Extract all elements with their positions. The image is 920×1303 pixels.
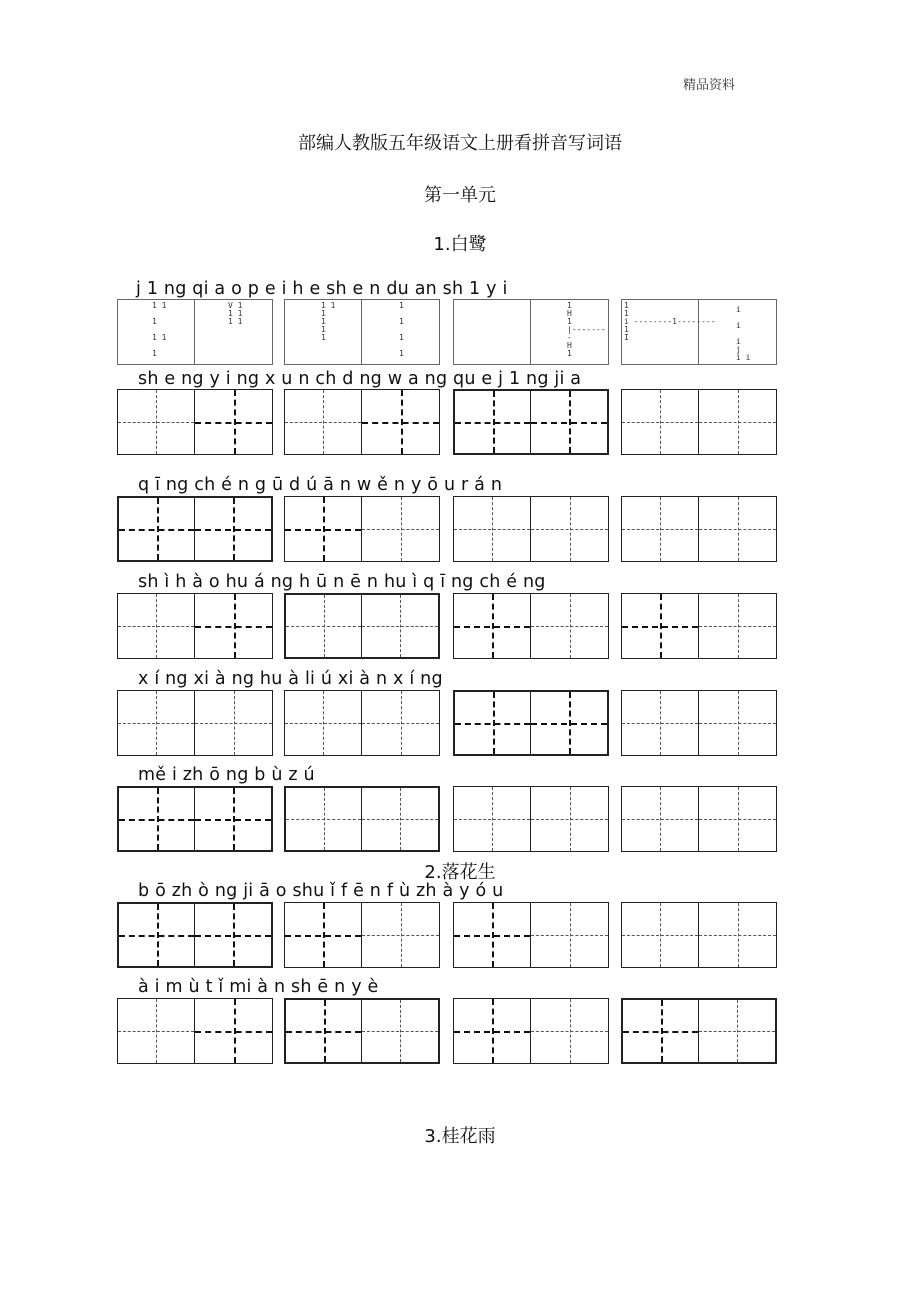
vertical-guide-line bbox=[401, 497, 402, 561]
writing-box-pair bbox=[117, 389, 273, 455]
writing-box-pair bbox=[284, 690, 440, 756]
writing-box-pair bbox=[453, 593, 609, 659]
writing-box-pair bbox=[284, 593, 440, 659]
scan-noise: 1 1 i --------1-------- 1 I bbox=[624, 301, 716, 342]
vertical-guide-line bbox=[324, 788, 325, 850]
writing-cell bbox=[622, 691, 699, 755]
vertical-guide-line bbox=[737, 1000, 738, 1062]
writing-cell bbox=[531, 692, 607, 754]
scan-noise: V 1 1 1 1 1 bbox=[228, 301, 243, 326]
writing-box-pair bbox=[453, 690, 609, 756]
writing-cell bbox=[118, 594, 195, 658]
writing-box-pair bbox=[453, 496, 609, 562]
writing-cell bbox=[699, 390, 776, 454]
writing-cell bbox=[622, 390, 699, 454]
writing-box-pair bbox=[117, 690, 273, 756]
writing-cell bbox=[195, 999, 272, 1063]
vertical-guide-line bbox=[156, 691, 157, 755]
vertical-guide-line bbox=[323, 903, 325, 967]
writing-cell bbox=[195, 594, 272, 658]
writing-cell bbox=[362, 497, 439, 561]
writing-cell bbox=[119, 498, 195, 560]
writing-cell bbox=[119, 904, 195, 966]
scan-noise: 1 1 1 1 bbox=[399, 301, 404, 358]
writing-cell bbox=[622, 787, 699, 851]
writing-box-pair bbox=[117, 902, 273, 968]
writing-cell bbox=[285, 390, 362, 454]
writing-box-pair bbox=[117, 496, 273, 562]
writing-box-pair bbox=[621, 690, 777, 756]
vertical-guide-line bbox=[234, 594, 236, 658]
vertical-guide-line bbox=[660, 903, 661, 967]
vertical-guide-line bbox=[492, 787, 493, 851]
writing-cell bbox=[362, 691, 439, 755]
writing-box-pair bbox=[453, 299, 609, 365]
writing-cell bbox=[362, 595, 438, 657]
writing-cell bbox=[455, 391, 531, 453]
writing-cell bbox=[286, 788, 362, 850]
writing-box-pair bbox=[621, 998, 777, 1064]
vertical-guide-line bbox=[570, 594, 571, 658]
writing-cell bbox=[531, 903, 608, 967]
writing-box-pair bbox=[284, 496, 440, 562]
writing-box-pair bbox=[284, 998, 440, 1064]
writing-cell bbox=[622, 903, 699, 967]
writing-box-pair bbox=[117, 593, 273, 659]
writing-cell bbox=[531, 999, 608, 1063]
vertical-guide-line bbox=[493, 391, 495, 453]
vertical-guide-line bbox=[401, 691, 402, 755]
vertical-guide-line bbox=[492, 999, 494, 1063]
writing-cell bbox=[195, 390, 272, 454]
writing-cell bbox=[531, 497, 608, 561]
vertical-guide-line bbox=[570, 999, 571, 1063]
writing-box-pair bbox=[453, 389, 609, 455]
writing-cell bbox=[454, 497, 531, 561]
vertical-guide-line bbox=[400, 788, 401, 850]
vertical-guide-line bbox=[738, 497, 739, 561]
vertical-guide-line bbox=[400, 1000, 401, 1062]
vertical-guide-line bbox=[157, 904, 159, 966]
lesson-title-3: 3.桂花雨 bbox=[424, 1126, 496, 1147]
writing-box-pair bbox=[453, 786, 609, 852]
vertical-guide-line bbox=[660, 497, 661, 561]
writing-cell bbox=[195, 691, 272, 755]
vertical-guide-line bbox=[401, 903, 402, 967]
writing-box-pair bbox=[621, 389, 777, 455]
vertical-guide-line bbox=[157, 498, 159, 560]
scan-noise: 1 1 1 1 1 1 bbox=[152, 301, 167, 358]
writing-cell bbox=[454, 903, 531, 967]
vertical-guide-line bbox=[401, 390, 403, 454]
vertical-guide-line bbox=[324, 1000, 326, 1062]
pinyin-row: x í ng xi à ng hu à li ú xi à n x í ng bbox=[138, 669, 443, 689]
vertical-guide-line bbox=[234, 691, 235, 755]
vertical-guide-line bbox=[738, 390, 739, 454]
writing-cell bbox=[531, 787, 608, 851]
writing-cell bbox=[118, 999, 195, 1063]
writing-cell bbox=[699, 594, 776, 658]
vertical-guide-line bbox=[156, 390, 157, 454]
writing-box-pair bbox=[621, 496, 777, 562]
writing-box-pair bbox=[621, 902, 777, 968]
vertical-guide-line bbox=[324, 595, 325, 657]
writing-box-pair bbox=[284, 299, 440, 365]
writing-cell bbox=[118, 691, 195, 755]
unit-heading: 第一单元 bbox=[424, 185, 496, 206]
writing-cell bbox=[119, 788, 195, 850]
writing-box-pair bbox=[621, 593, 777, 659]
writing-cell bbox=[699, 1000, 775, 1062]
vertical-guide-line bbox=[661, 1000, 663, 1062]
vertical-guide-line bbox=[234, 390, 236, 454]
vertical-guide-line bbox=[492, 594, 494, 658]
writing-cell bbox=[623, 1000, 699, 1062]
writing-cell bbox=[454, 787, 531, 851]
vertical-guide-line bbox=[323, 497, 325, 561]
writing-cell bbox=[285, 691, 362, 755]
writing-box-pair bbox=[453, 998, 609, 1064]
scan-noise: i i i j i i bbox=[736, 305, 751, 362]
writing-box-pair bbox=[284, 389, 440, 455]
writing-cell bbox=[286, 1000, 362, 1062]
vertical-guide-line bbox=[233, 904, 235, 966]
writing-cell bbox=[699, 691, 776, 755]
scan-noise: 1 1 1 1 1 1 bbox=[321, 301, 336, 342]
writing-cell bbox=[195, 788, 271, 850]
vertical-guide-line bbox=[156, 999, 157, 1063]
watermark-text: 精品资料 bbox=[683, 78, 736, 93]
vertical-guide-line bbox=[233, 788, 235, 850]
vertical-guide-line bbox=[493, 692, 495, 754]
vertical-guide-line bbox=[570, 903, 571, 967]
writing-cell bbox=[454, 300, 531, 364]
writing-box-pair bbox=[117, 299, 273, 365]
vertical-guide-line bbox=[569, 391, 571, 453]
vertical-guide-line bbox=[660, 390, 661, 454]
writing-cell bbox=[195, 904, 271, 966]
vertical-guide-line bbox=[569, 692, 571, 754]
pinyin-row: sh ì h à o hu á ng h ū n ē n hu ì q ī ng ch é ng bbox=[138, 572, 546, 592]
writing-cell bbox=[118, 390, 195, 454]
pinyin-row: b ō zh ò ng ji ā o shu ǐ f ē n f ù zh à y ó u bbox=[138, 881, 504, 901]
writing-cell bbox=[454, 999, 531, 1063]
document-title: 部编人教版五年级语文上册看拼音写词语 bbox=[298, 133, 622, 154]
vertical-guide-line bbox=[660, 691, 661, 755]
writing-box-pair bbox=[453, 902, 609, 968]
writing-cell bbox=[531, 391, 607, 453]
writing-box-pair bbox=[284, 786, 440, 852]
pinyin-row: à i m ù t ǐ mi à n sh ē n y è bbox=[138, 977, 379, 997]
writing-cell bbox=[699, 787, 776, 851]
lesson-title-2: 2.落花生 bbox=[424, 862, 496, 883]
vertical-guide-line bbox=[660, 594, 662, 658]
vertical-guide-line bbox=[738, 594, 739, 658]
vertical-guide-line bbox=[233, 498, 235, 560]
writing-cell bbox=[622, 594, 699, 658]
vertical-guide-line bbox=[492, 497, 493, 561]
writing-cell bbox=[362, 788, 438, 850]
writing-box-pair bbox=[117, 786, 273, 852]
writing-cell bbox=[285, 497, 362, 561]
writing-cell bbox=[362, 390, 439, 454]
pinyin-row: mě i zh ō ng b ù z ú bbox=[138, 765, 315, 785]
writing-cell bbox=[285, 903, 362, 967]
writing-box-pair bbox=[621, 299, 777, 365]
writing-cell bbox=[286, 595, 362, 657]
vertical-guide-line bbox=[323, 691, 324, 755]
vertical-guide-line bbox=[738, 787, 739, 851]
vertical-guide-line bbox=[156, 594, 157, 658]
writing-box-pair bbox=[117, 998, 273, 1064]
pinyin-row: j 1 ng qi a o p e i h e sh e n du an sh 1 y i bbox=[136, 279, 508, 299]
vertical-guide-line bbox=[570, 497, 571, 561]
vertical-guide-line bbox=[660, 787, 661, 851]
writing-cell bbox=[362, 903, 439, 967]
lesson-title-1: 1.白鹭 bbox=[433, 234, 487, 255]
writing-cell bbox=[531, 594, 608, 658]
writing-box-pair bbox=[284, 902, 440, 968]
vertical-guide-line bbox=[570, 787, 571, 851]
vertical-guide-line bbox=[234, 999, 236, 1063]
writing-cell bbox=[699, 497, 776, 561]
writing-box-pair bbox=[621, 786, 777, 852]
vertical-guide-line bbox=[400, 595, 401, 657]
pinyin-row: sh e ng y i ng x u n ch d ng w a ng qu e j 1 ng ji a bbox=[138, 369, 582, 389]
vertical-guide-line bbox=[323, 390, 324, 454]
writing-cell bbox=[454, 594, 531, 658]
writing-cell bbox=[362, 1000, 438, 1062]
vertical-guide-line bbox=[738, 903, 739, 967]
vertical-guide-line bbox=[492, 903, 494, 967]
scan-noise: 1 H 1 |-------- H 1 bbox=[567, 301, 606, 358]
writing-cell bbox=[195, 498, 271, 560]
pinyin-row: q ī ng ch é n g ū d ú ā n w ě n y ō u r á n bbox=[138, 475, 503, 495]
vertical-guide-line bbox=[157, 788, 159, 850]
writing-cell bbox=[455, 692, 531, 754]
writing-cell bbox=[622, 497, 699, 561]
vertical-guide-line bbox=[738, 691, 739, 755]
writing-cell bbox=[699, 903, 776, 967]
